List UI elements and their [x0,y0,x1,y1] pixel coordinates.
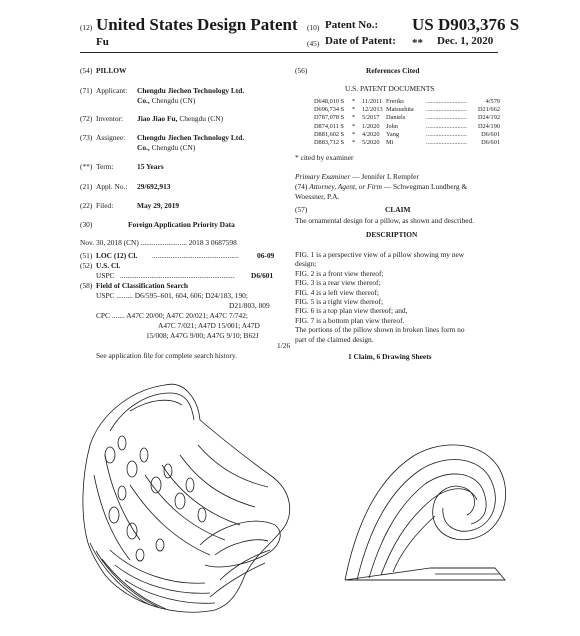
application-number: 29/692,913 [137,182,171,191]
pillow-side-view-drawing [335,420,515,590]
applicant-line2: Co., Chengdu (CN) [137,96,196,105]
reference-dots: .......................... [426,98,467,105]
assignee-line2: Co., Chengdu (CN) [137,143,196,152]
primary-examiner: Primary Examiner — Jennifer L Rempfer [295,172,419,181]
reference-list [314,98,500,147]
reference-star: * [352,139,356,147]
reference-row [314,114,500,122]
reference-number: D883,712 S [314,139,345,147]
foreign-priority-title: Foreign Application Priority Data [128,220,235,229]
assignee-name: Chengdu Jiechen Technology Ltd. [137,133,245,142]
classification-line-3: CPC ....... A47C 20/00; A47C 20/021; A47C 7/742; [96,311,248,320]
filed-date: May 29, 2019 [137,201,180,210]
claim-code: (57) [295,205,308,214]
attorney: (74) Attorney, Agent, or Firm — Schwegman Lundberg & [295,182,468,191]
reference-date: 5/2020 [362,139,380,147]
patent-date: Dec. 1, 2020 [437,35,494,47]
term-stars: ** [412,37,423,49]
claim-text: The ornamental design for a pillow, as shown and described. [295,216,475,225]
uspc-value: D6/601 [251,271,274,280]
reference-row [314,106,500,114]
reference-dots: .......................... [426,122,467,130]
reference-name: Mi [386,139,394,147]
reference-dots: .......................... [426,106,467,114]
reference-star: * [352,106,356,114]
reference-name: Yang [386,130,400,138]
reference-name: Freriks [386,98,404,105]
inventor-short-name: Fu [96,36,109,48]
patent-number: US D903,376 S [412,15,520,34]
attorney-line2: Woessner, P.A. [295,192,340,201]
references-title: References Cited [366,66,420,75]
reference-dots: .......................... [426,130,467,138]
reference-row [314,98,500,106]
references-subtitle: U.S. PATENT DOCUMENTS [345,84,435,93]
reference-class: D24/190 [477,122,500,130]
applicant-name: Chengdu Jiechen Technology Ltd. [137,86,245,95]
description-list: FIG. 1 is a perspective view of a pillow showing my new design; FIG. 2 is a front view thereof; FIG. 3 is a rear view thereof; FIG. 4 is a left view thereof; FIG. 5 is a right view thereof; FIG. 6 is a top plan view thereof; and, FIG. 7 is a bottom plan view thereof. The portions of the pillow shown in broken lines form no part of the claimed design. [295,250,465,344]
inventor-name: Jiao Jiao Fu, [137,114,178,123]
reference-class: D6/601 [481,139,500,147]
reference-class: D6/601 [481,130,500,138]
term-value: 15 Years [137,162,164,171]
reference-date: 12/2013 [362,106,383,114]
reference-star: * [352,122,356,130]
date-label: Date of Patent: [325,35,396,47]
reference-class: D21/662 [477,106,500,114]
classification-line-4: A47C 7/021; A47D 15/001; A47D [158,321,260,330]
reference-date: 5/2017 [362,114,380,122]
reference-number: D874,011 S [314,122,344,130]
reference-number: D881,602 S [314,130,345,138]
reference-number: D696,734 S [314,106,345,114]
reference-star: * [352,114,356,122]
claim-summary: 1 Claim, 6 Drawing Sheets [348,352,432,361]
title-code: (54) [80,66,93,75]
cited-note: * cited by examiner [295,153,354,162]
reference-name: Matsushita [386,106,414,114]
code-45: (45) [307,39,320,48]
reference-number: D648,010 S [314,98,345,105]
foreign-priority-row: Nov. 30, 2018 (CN) ......................... 2018 3 0687598 [80,238,237,247]
code-10: (10) [307,23,320,32]
reference-row [314,123,500,131]
classification-line-6: 1/26 [277,341,291,350]
classification-line-1: USPC ......... D6/595–601, 604, 606; D24/183, 190; [96,291,248,300]
classification-line-5: 15/008; A47G 9/00; A47G 9/10; B62J [146,331,259,340]
reference-row [314,139,500,147]
reference-class: 4/579 [485,98,500,105]
reference-name: John [386,122,398,130]
references-code: (56) [295,66,308,75]
reference-row [314,131,500,139]
reference-date: 11/2011 [362,98,383,105]
reference-star: * [352,98,356,105]
reference-name: Daniels [386,114,406,122]
reference-star: * [352,130,356,138]
uspc-row: USPC .............................................................. D6/601 [96,271,274,280]
loc-class-value: 06-09 [257,251,275,260]
classification-line-2: D21/803, 809 [229,301,270,310]
document-type: United States Design Patent [96,15,298,34]
search-history-note: See application file for complete search history. [96,351,237,360]
title-value: PILLOW [96,66,127,75]
pillow-perspective-drawing [70,365,300,625]
code-12: (12) [80,23,93,32]
reference-dots: .......................... [426,114,467,122]
description-title: DESCRIPTION [366,230,418,239]
reference-date: 4/2020 [362,130,380,138]
patent-no-label: Patent No.: [325,19,379,31]
reference-dots: .......................... [426,139,467,147]
claim-title: CLAIM [385,205,411,214]
reference-number: D787,078 S [314,114,345,122]
reference-date: 1/2020 [362,122,380,130]
header-rule [80,52,498,53]
reference-class: D24/192 [477,114,500,122]
